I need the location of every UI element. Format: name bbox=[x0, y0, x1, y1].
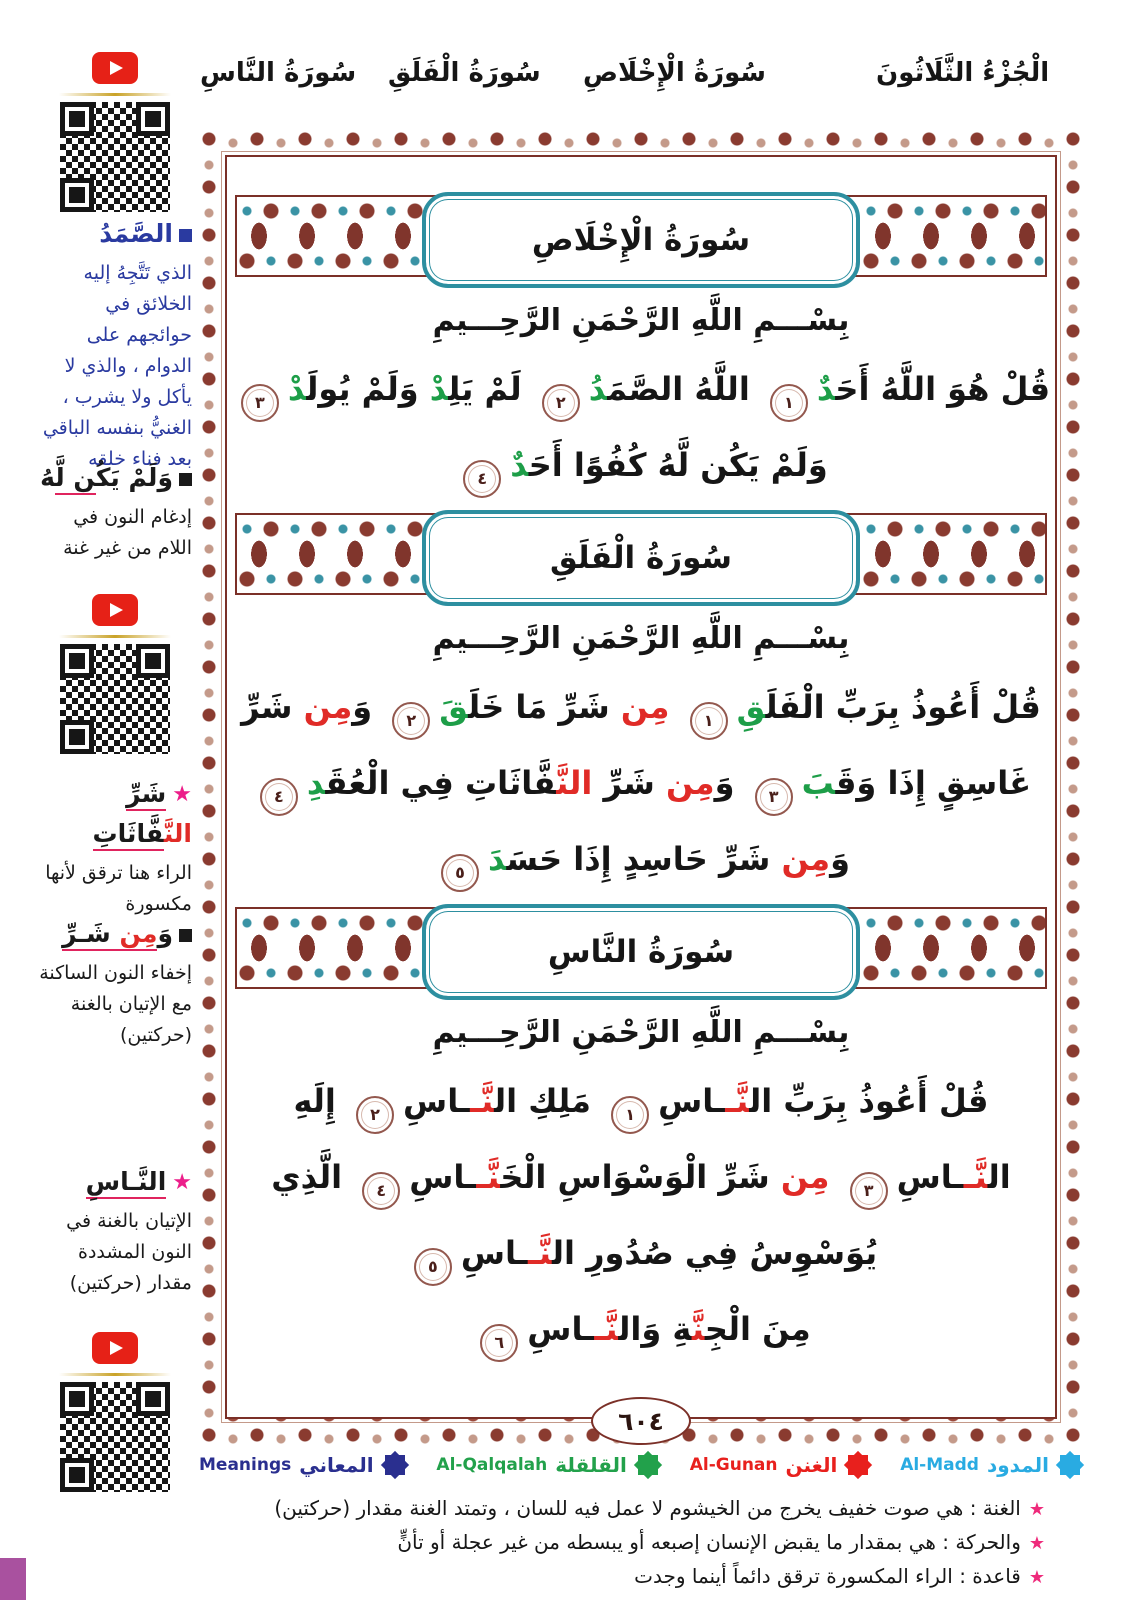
text-segment: ‍نَّـ bbox=[476, 1158, 501, 1196]
ornate-border-frame bbox=[197, 127, 1085, 1447]
text-segment: هُ bbox=[40, 463, 56, 492]
youtube-play-button[interactable] bbox=[92, 52, 138, 84]
text-segment: شَرِّ bbox=[241, 688, 304, 726]
verse-number-marker: ١ bbox=[770, 384, 808, 422]
text-segment: ال‍ bbox=[551, 1234, 575, 1272]
quran-line bbox=[227, 1291, 1055, 1367]
tajweed-legend bbox=[197, 1452, 1085, 1478]
verse-number-marker: ٢ bbox=[356, 1096, 394, 1134]
header-juz-label: الْجُزْءُ الثَّلَاثُونَ bbox=[876, 58, 1050, 88]
text-segment: ‍نَّـ bbox=[594, 1310, 619, 1348]
verse-number-marker: ٣ bbox=[241, 384, 279, 422]
text-segment: قُلْ أَعُوذُ بِرَبِّ الْفَلَ‍ bbox=[765, 688, 1041, 726]
text-segment: مِن bbox=[620, 688, 670, 726]
legend-item bbox=[900, 1452, 1083, 1478]
text-segment: الصَّمَدُ bbox=[99, 219, 173, 248]
youtube-play-button[interactable] bbox=[92, 594, 138, 626]
text-segment: يُوَسْوِسُ فِي صُدُورِ bbox=[574, 1234, 878, 1272]
surah-section-al-ikhlas bbox=[227, 195, 1055, 503]
legend-label-ar: المدود bbox=[986, 1453, 1049, 1477]
verse-number-marker: ٢ bbox=[392, 702, 430, 740]
bismillah: بِسْـــمِ اللَّهِ الرَّحْمَنِ الرَّحِـــيمِ bbox=[432, 1015, 850, 1050]
verse-number-marker: ٤ bbox=[260, 778, 298, 816]
quran-line bbox=[227, 427, 1055, 503]
margin-note-title bbox=[40, 463, 173, 495]
legend-label-en: Al-Gunan bbox=[689, 1455, 778, 1475]
legend-label-en: Al-Madd bbox=[900, 1455, 979, 1475]
qr-code[interactable] bbox=[60, 644, 170, 754]
text-segment: قُلْ هُوَ اللَّهُ أَحَ‍ bbox=[835, 370, 1051, 408]
eight-point-star-icon bbox=[1057, 1452, 1083, 1478]
legend-item bbox=[199, 1452, 408, 1478]
quran-line bbox=[227, 1063, 1055, 1139]
text-segment: ‍دْ bbox=[429, 370, 449, 408]
text-segment: وَلَمْ يَكُ bbox=[95, 463, 173, 492]
text-segment: وَ bbox=[714, 764, 746, 802]
verse-number-marker: ٣ bbox=[755, 778, 793, 816]
square-bullet-icon bbox=[179, 929, 192, 942]
text-segment: قُلْ أَعُوذُ بِرَبِّ bbox=[772, 1082, 989, 1120]
margin-note-body: إخفاء النون الساكنة مع الإتيان بالغنة (حركتين) bbox=[39, 962, 192, 1046]
surah-title: سُورَةُ الْفَلَقِ bbox=[422, 510, 860, 606]
verse-number-marker: ٣ bbox=[850, 1172, 888, 1210]
gold-divider bbox=[59, 1373, 171, 1376]
quran-line bbox=[227, 351, 1055, 427]
quran-line bbox=[227, 669, 1055, 745]
media-block bbox=[38, 594, 192, 754]
text-segment: ‍دٌ bbox=[816, 370, 836, 408]
surah-section-an-nas bbox=[227, 907, 1055, 1367]
star-bullet-icon: ★ bbox=[172, 1170, 192, 1195]
text-segment: ‍فَّاثَاتِ bbox=[93, 819, 164, 851]
text-segment: شَـرِّ bbox=[62, 919, 119, 951]
margin-note-body: إدغام النون في اللام من غير غنة bbox=[63, 506, 192, 559]
text-segment: ـاسِ bbox=[409, 1158, 477, 1196]
margin-note-title bbox=[86, 1167, 167, 1199]
square-bullet-icon bbox=[179, 473, 192, 486]
legend-item bbox=[690, 1452, 872, 1478]
text-segment: وَلَمْ يَكُن لَّهُ كُفُوًا أَحَ‍ bbox=[528, 446, 828, 484]
page-number: ٦٠٤ bbox=[591, 1397, 691, 1445]
text-segment: ـاسِ bbox=[460, 1234, 528, 1272]
surah-header-band bbox=[235, 513, 1047, 595]
text-segment: شَرِّ مَا خَلَ‍ bbox=[468, 688, 621, 726]
text-segment: ‍بَ bbox=[801, 764, 836, 802]
verse-number-marker: ١ bbox=[611, 1096, 649, 1134]
text-segment: ‍ةِ وَال‍ bbox=[618, 1310, 692, 1348]
text-segment: شَرِّ bbox=[592, 764, 666, 802]
text-segment: ‍نَّ‍ bbox=[691, 1310, 705, 1348]
text-segment: ‍فَّاثَاتِ فِي الْعُقَ‍ bbox=[325, 764, 557, 802]
legend-item bbox=[436, 1452, 660, 1478]
text-segment: مِن bbox=[780, 1158, 830, 1196]
verses bbox=[227, 351, 1055, 503]
eight-point-star-icon bbox=[845, 1452, 871, 1478]
text-segment: ‍قِ bbox=[736, 688, 766, 726]
margin-note bbox=[38, 774, 192, 920]
text-segment: اللَّهُ الصَّمَ‍ bbox=[607, 370, 761, 408]
text-segment: وَلَمْ يُولَ‍ bbox=[306, 370, 430, 408]
margin-note-body: الراء هنا ترقق لأنها مكسورة bbox=[45, 862, 192, 915]
surah-title: سُورَةُ الْإِخْلَاصِ bbox=[422, 192, 860, 288]
surah-header-band bbox=[235, 907, 1047, 989]
margin-sidebar bbox=[38, 0, 192, 1600]
star-bullet-icon: ★ bbox=[172, 782, 192, 807]
text-segment: ‍دَ bbox=[488, 840, 507, 878]
text-segment: شَرِّ حَاسِدٍ إِذَا حَسَ‍ bbox=[506, 840, 782, 878]
verse-number-marker: ٥ bbox=[441, 854, 479, 892]
qr-code[interactable] bbox=[60, 102, 170, 212]
quran-line bbox=[227, 1139, 1055, 1215]
margin-note bbox=[38, 1162, 192, 1299]
text-segment bbox=[669, 688, 680, 726]
text-segment: ‍نَّـ bbox=[470, 1082, 495, 1120]
text-segment: ‍نَّـ bbox=[963, 1158, 988, 1196]
mushaf-text-area bbox=[225, 155, 1057, 1419]
pink-star-icon: ★ bbox=[1028, 1533, 1045, 1554]
text-segment: ‍دُ bbox=[588, 370, 608, 408]
text-segment: النَّ‍ bbox=[163, 819, 192, 848]
eight-point-star-icon bbox=[635, 1452, 661, 1478]
text-segment: مِن bbox=[303, 688, 353, 726]
purple-corner-tab bbox=[0, 1558, 26, 1600]
verse-number-marker: ٦ bbox=[480, 1324, 518, 1362]
quran-line bbox=[227, 821, 1055, 897]
text-segment: شَرِّ الْوَسْوَاسِ الْخَ‍ bbox=[500, 1158, 781, 1196]
text-segment: النَّـاسِ bbox=[86, 1167, 167, 1199]
verse-number-marker: ٤ bbox=[463, 460, 501, 498]
bismillah: بِسْـــمِ اللَّهِ الرَّحْمَنِ الرَّحِـــيمِ bbox=[432, 303, 850, 338]
margin-note bbox=[38, 914, 192, 1051]
header-surah-al-ikhlas: سُورَةُ الْإِخْلَاصِ bbox=[583, 58, 766, 88]
text-segment: الَّذِي bbox=[271, 1158, 354, 1196]
qr-code[interactable] bbox=[60, 1382, 170, 1492]
footnote-text: الغنة : هي صوت خفيف يخرج من الخيشوم لا عمل فيه للسان ، وتمتد الغنة مقدار (حركتين) bbox=[274, 1496, 1021, 1520]
surah-header-band bbox=[235, 195, 1047, 277]
margin-note bbox=[38, 214, 192, 475]
media-block bbox=[38, 52, 192, 212]
text-segment: ‍نَّـ bbox=[725, 1082, 750, 1120]
pink-star-icon: ★ bbox=[1028, 1567, 1045, 1588]
youtube-play-button[interactable] bbox=[92, 1332, 138, 1364]
gold-divider bbox=[59, 635, 171, 638]
text-segment: ن لَّ bbox=[55, 463, 96, 495]
footnote bbox=[274, 1492, 1045, 1526]
text-segment: مِنَ الْجِ‍ bbox=[704, 1310, 811, 1348]
footnote-text: قاعدة : الراء المكسورة ترقق دائماً أينما وجدت bbox=[634, 1564, 1021, 1588]
text-segment: ـاسِ bbox=[403, 1082, 471, 1120]
footnote-text: والحركة : هي بمقدار ما يقبض الإنسان إصبعه أو يبسطه من غير عجلة أو تأنٍّ bbox=[397, 1530, 1021, 1554]
text-segment: ‍دٌ bbox=[510, 446, 529, 484]
legend-label-ar: الغنن bbox=[785, 1453, 838, 1477]
text-segment: مِن bbox=[119, 919, 157, 951]
verse-number-marker: ٥ bbox=[414, 1248, 452, 1286]
square-bullet-icon bbox=[179, 229, 192, 242]
eight-point-star-icon bbox=[382, 1452, 408, 1478]
text-segment: غَاسِقٍ إِذَا وَقَ‍ bbox=[835, 764, 1032, 802]
header-surah-al-falaq: سُورَةُ الْفَلَقِ bbox=[388, 58, 541, 88]
margin-note-title bbox=[62, 919, 173, 951]
verses bbox=[227, 669, 1055, 897]
margin-note-body: الذي تَتَّجِهُ إليه الخلائق في حوائجهم على الدوام ، والذي لا يأكل ولا يشرب ، الغنيُّ بنفسه الباقي بعد فناء خلقه bbox=[42, 262, 192, 470]
text-segment: إِلَهِ bbox=[293, 1082, 348, 1120]
legend-label-en: Meanings bbox=[199, 1455, 292, 1475]
quran-line bbox=[227, 1215, 1055, 1291]
text-segment: النَّ‍ bbox=[556, 764, 593, 802]
text-segment: ـاسِ bbox=[527, 1310, 595, 1348]
text-segment: وَ bbox=[352, 688, 384, 726]
text-segment: ال‍ bbox=[749, 1082, 773, 1120]
verse-number-marker: ١ bbox=[690, 702, 728, 740]
text-segment: ـاسِ bbox=[896, 1158, 964, 1196]
header-surah-an-nas: سُورَةُ النَّاسِ bbox=[200, 58, 357, 88]
pink-star-icon: ★ bbox=[1028, 1499, 1045, 1520]
tajweed-footnotes bbox=[274, 1492, 1045, 1594]
verse-number-marker: ٤ bbox=[362, 1172, 400, 1210]
quran-line bbox=[227, 745, 1055, 821]
text-segment: ‍دْ bbox=[287, 370, 307, 408]
margin-note bbox=[38, 458, 192, 564]
verses bbox=[227, 1063, 1055, 1367]
text-segment: شَرِّ bbox=[126, 779, 166, 811]
text-segment: ‍نَّـ bbox=[527, 1234, 552, 1272]
verse-number-marker: ٢ bbox=[542, 384, 580, 422]
surah-title: سُورَةُ النَّاسِ bbox=[422, 904, 860, 1000]
surah-section-al-falaq bbox=[227, 513, 1055, 897]
margin-note-title bbox=[99, 219, 173, 248]
text-segment: ـاسِ bbox=[658, 1082, 726, 1120]
media-block bbox=[38, 1332, 192, 1492]
text-segment bbox=[829, 1158, 840, 1196]
text-segment: ال‍ bbox=[494, 1082, 518, 1120]
footnote bbox=[285, 1560, 1045, 1594]
margin-note-body: الإتيان بالغنة في النون المشددة مقدار (حركتين) bbox=[66, 1210, 192, 1294]
text-segment: لَمْ يَلِ‍ bbox=[448, 370, 533, 408]
footnote bbox=[285, 1526, 1045, 1560]
text-segment: مِن bbox=[781, 840, 831, 878]
text-segment: وَ bbox=[830, 840, 850, 878]
text-segment: مِن bbox=[665, 764, 715, 802]
legend-label-ar: المعاني bbox=[299, 1453, 374, 1477]
text-segment: مَلِكِ bbox=[517, 1082, 603, 1120]
legend-label-ar: القلقلة bbox=[555, 1453, 627, 1477]
text-segment: ‍قَ bbox=[439, 688, 469, 726]
gold-divider bbox=[59, 93, 171, 96]
text-segment: ال‍ bbox=[987, 1158, 1011, 1196]
legend-label-en: Al-Qalqalah bbox=[436, 1455, 548, 1475]
text-segment: ‍دِ bbox=[306, 764, 326, 802]
text-segment: وَ bbox=[157, 919, 173, 948]
bismillah: بِسْـــمِ اللَّهِ الرَّحْمَنِ الرَّحِـــيمِ bbox=[432, 621, 850, 656]
